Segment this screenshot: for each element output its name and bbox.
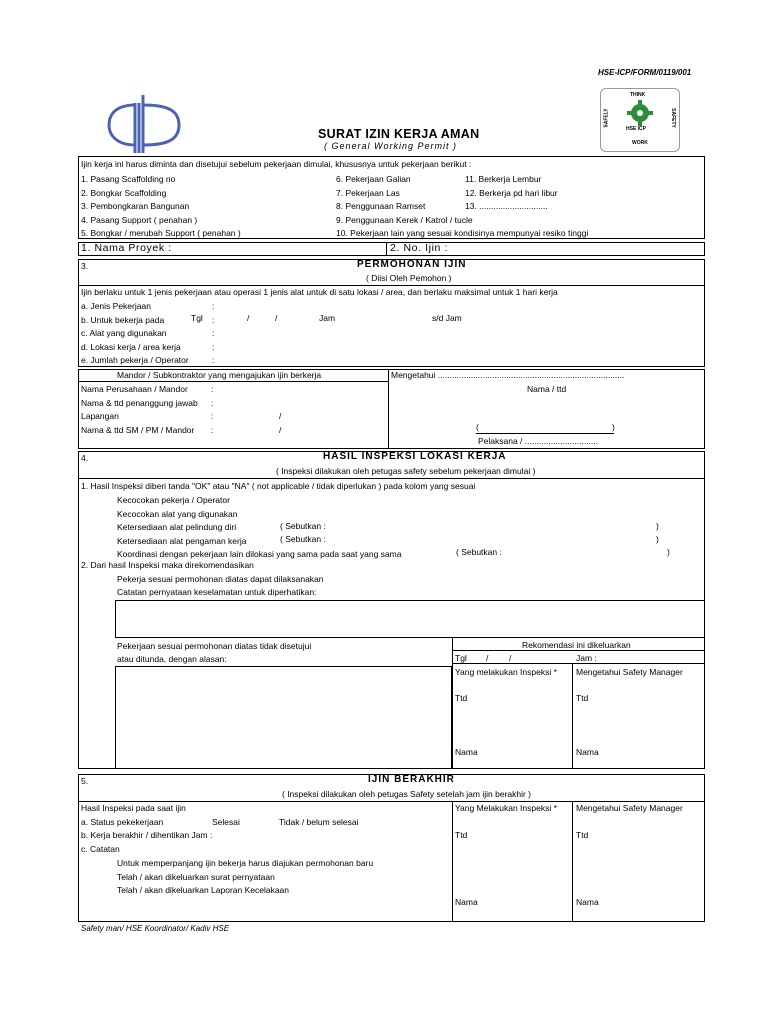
check-item: Ketersediaan alat pelindung diri: [117, 522, 237, 532]
check-item: Ketersediaan alat pengaman kerja: [117, 535, 247, 546]
inspector-label: Yang melakukan Inspeksi *: [455, 667, 557, 677]
recommendation-reject-reason: atau ditunda, dengan alasan:: [117, 654, 227, 664]
work-item: 2. Bongkar Scaffolding: [81, 187, 167, 198]
ttd-label: Ttd: [455, 830, 468, 840]
section3-title: PERMOHONAN IJIN: [357, 259, 467, 270]
belum-selesai-option[interactable]: Tidak / belum selesai: [279, 817, 359, 827]
date-slash: /: [509, 653, 512, 663]
ttd-label: Ttd: [576, 830, 589, 840]
note-item: Telah / akan dikeluarkan surat pernyataan: [117, 871, 275, 882]
colon: :: [212, 328, 215, 338]
project-name-field[interactable]: 1. Nama Proyek :: [81, 242, 172, 254]
slash: /: [279, 411, 282, 421]
footer-note: Safety man/ HSE Koordinator/ Kadiv HSE: [81, 924, 230, 933]
nama-label: Nama: [455, 897, 478, 907]
colon: :: [211, 411, 214, 421]
work-item: 9. Penggunaan Kerek / Katrol / tucle: [336, 214, 473, 225]
colon: :: [212, 355, 215, 365]
recommendation-note-label: Catatan pernyataan keselamatan untuk diperhatikan:: [117, 587, 317, 597]
recommendation-approve: Pekerja sesuai permohonan diatas dapat dilaksanakan: [117, 574, 324, 584]
list-item: c. Alat yang digunakan: [81, 328, 167, 338]
work-item: 5. Bongkar / merubah Support ( penahan ): [81, 228, 241, 238]
list-item: b. Untuk bekerja pada: [81, 314, 165, 325]
list-item: Lapangan: [81, 411, 119, 421]
nama-label: Nama: [455, 747, 478, 757]
ttd-label: Ttd: [576, 693, 589, 703]
work-item: 8. Penggunaan Ramset: [336, 201, 426, 211]
date-slash: /: [247, 313, 250, 323]
work-item: 10. Pekerjaan lain yang sesuai kondisinya mempunyai resiko tinggi: [336, 228, 589, 238]
inspection-checks: [117, 494, 401, 562]
list-item: Nama Perusahaan / Mandor: [81, 384, 188, 394]
permit-no-field[interactable]: 2. No. Ijin :: [390, 242, 448, 254]
catatan-label: c. Catatan: [81, 844, 120, 854]
safety-note-field[interactable]: [115, 600, 705, 638]
badge-safety: SAFETY: [669, 108, 676, 128]
safety-badge: [600, 88, 680, 152]
rekomendasi-label: Rekomendasi ini dikeluarkan: [522, 640, 631, 650]
section5-subtitle: ( Inspeksi dilakukan oleh petugas Safety setelah jam ijin berakhir ): [282, 789, 531, 799]
date-slash: /: [275, 313, 278, 323]
close-paren: ): [656, 521, 659, 531]
work-item: 13. .............................: [465, 201, 548, 211]
list-item: Nama & ttd SM / PM / Mandor: [81, 424, 195, 435]
section3-intro: Ijin berlaku untuk 1 jenis pekerjaan atau operasi 1 jenis alat untuk di satu lokasi / area, dan berlaku maksimal untuk 1 hari kerja: [81, 287, 558, 297]
list-item: d. Lokasi kerja / area kerja: [81, 341, 181, 352]
selesai-option[interactable]: Selesai: [212, 817, 240, 827]
work-item: 6. Pekerjaan Galian: [336, 174, 411, 184]
company-logo: [105, 95, 185, 155]
tgl-label: Tgl: [455, 653, 467, 663]
check-item: Kecocokan alat yang digunakan: [117, 508, 238, 519]
work-item: 1. Pasang Scaffolding no: [81, 174, 176, 184]
section4-subtitle: ( Inspeksi dilakukan oleh petugas safety sebelum pekerjaan dimulai ): [276, 466, 536, 476]
tgl-label: Tgl: [191, 313, 203, 323]
section3-colons: [212, 300, 214, 368]
check-item: Kecocokan pekerja / Operator: [117, 495, 230, 505]
end-time-label: b. Kerja berakhir / dihentikan Jam :: [81, 830, 213, 840]
list-item: e. Jumlah pekerja / Operator: [81, 355, 189, 365]
section5-head: Hasil Inspeksi pada saat ijin: [81, 803, 186, 813]
colon: :: [212, 314, 215, 325]
inspector-label: Yang Melakukan Inspeksi *: [455, 803, 557, 813]
intro-text: Ijin kerja ini harus diminta dan disetujui sebelum pekerjaan dimulai, khususnya untuk pekerjaan berikut :: [81, 159, 472, 169]
badge-think: THINK: [630, 92, 646, 98]
mandor-items: [81, 383, 198, 437]
badge-work: WORK: [632, 140, 648, 146]
nama-label: Nama: [576, 897, 599, 907]
nama-label: Nama: [576, 747, 599, 757]
page-title: SURAT IZIN KERJA AMAN: [318, 127, 480, 141]
page-subtitle: ( General Working Permit ): [324, 141, 458, 151]
form-code: HSE-ICP/FORM/0119/001: [598, 68, 692, 77]
close-paren: ): [667, 547, 670, 557]
sd-jam-label: s/d Jam: [432, 313, 462, 323]
section3-number: 3.: [81, 261, 89, 271]
date-slash: /: [486, 653, 489, 663]
pelaksana-line: Pelaksana / ...............................: [478, 436, 598, 446]
manager-label: Mengetahui Safety Manager: [576, 803, 683, 813]
colon: :: [212, 301, 215, 311]
reject-reason-field[interactable]: [115, 666, 452, 769]
inspection-item2: 2. Dari hasil Inspeksi maka direkomendasikan: [81, 560, 254, 570]
gear-icon: [627, 100, 653, 126]
section5-title: IJIN BERAKHIR: [368, 774, 455, 785]
mandor-title: Mandor / Subkontraktor yang mengajukan ijin berkerja: [117, 370, 322, 380]
manager-label: Mengetahui Safety Manager: [576, 667, 683, 677]
section4-title: HASIL INSPEKSI LOKASI KERJA: [323, 451, 507, 462]
sebutkan-label: ( Sebutkan :: [456, 547, 502, 557]
mandor-slashes: [279, 410, 281, 437]
check-item: Koordinasi dengan pekerjaan lain dilokasi yang sama pada saat yang sama: [117, 549, 402, 559]
colon: :: [211, 384, 214, 394]
nama-ttd-label: Nama / ttd: [527, 384, 567, 394]
colon: :: [211, 424, 214, 435]
section5-notes: [117, 857, 373, 898]
section3-items: [81, 300, 189, 368]
paren-open: (: [476, 422, 479, 432]
jam-label: Jam: [319, 313, 336, 323]
list-item: a. Jenis Pekerjaan: [81, 301, 151, 311]
paren-close: ): [612, 422, 615, 432]
colon: :: [211, 397, 214, 408]
close-paren: ): [656, 534, 659, 544]
mandor-colons: [211, 383, 213, 437]
work-item: 3. Pembongkaran Bangunan: [81, 201, 190, 211]
work-list-col1: [81, 173, 241, 241]
note-item: Untuk memperpanjang ijin bekerja harus diajukan permohonan baru: [117, 858, 374, 868]
slash: /: [279, 424, 282, 435]
sebutkan-label: ( Sebutkan :: [280, 534, 326, 544]
status-label: a. Status pekekerjaan: [81, 817, 164, 827]
note-item: Telah / akan dikeluarkan Laporan Kecelakaan: [117, 885, 290, 895]
badge-center: HSE ICP: [626, 126, 647, 132]
list-item: Nama & ttd penanggung jawab: [81, 397, 198, 408]
work-item: 7. Pekerjaan Las: [336, 187, 400, 198]
recommendation-reject: Pekerjaan sesuai permohonan diatas tidak disetujui: [117, 641, 312, 651]
mengetahui-line: Mengetahui ...............................................................................: [391, 370, 625, 380]
inspection-item1: 1. Hasil Inspeksi diberi tanda "OK" atau "NA" ( not applicable / tidak diperlukan ) pada kolom yang sesuai: [81, 481, 476, 491]
section5-number: 5.: [81, 776, 89, 786]
work-item: 11. Berkerja Lembur: [465, 174, 542, 184]
badge-safely: SAFELY: [603, 108, 610, 128]
sebutkan-label: ( Sebutkan :: [280, 521, 326, 531]
jam-label: Jam :: [576, 653, 597, 663]
section3-subtitle: ( Diisi Oleh Pemohon ): [366, 273, 452, 283]
colon: :: [212, 341, 215, 352]
ttd-label: Ttd: [455, 693, 468, 703]
work-list-col3: [465, 173, 558, 214]
work-item: 4. Pasang Support ( penahan ): [81, 214, 198, 225]
work-item: 12. Berkerja pd hari libur: [465, 187, 558, 198]
section4-number: 4.: [81, 453, 89, 463]
